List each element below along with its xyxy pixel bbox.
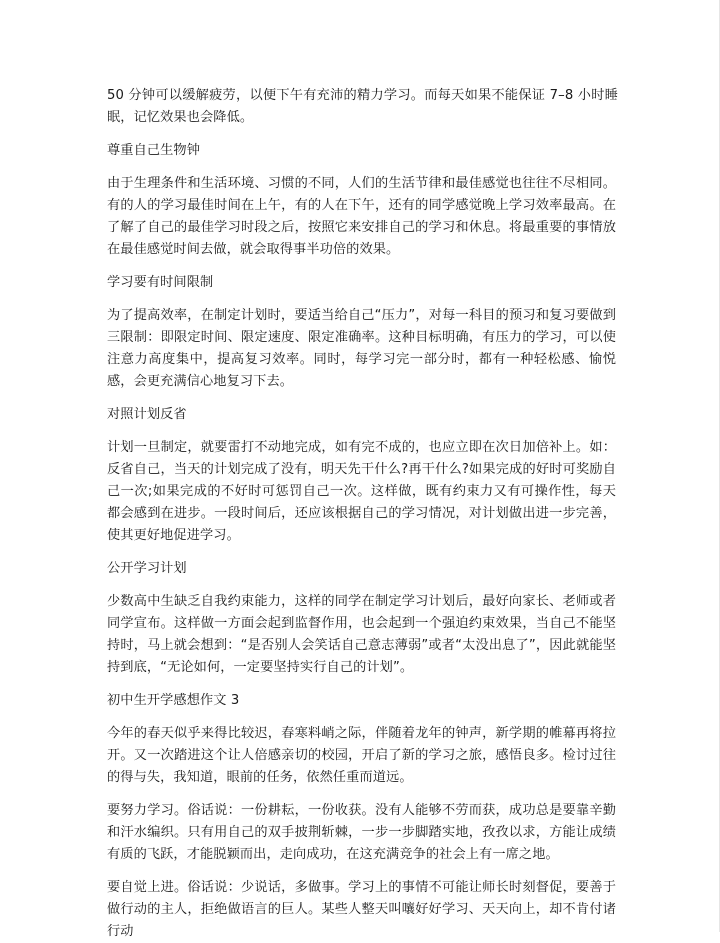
heading-biological-clock: 尊重自己生物钟 [107,143,201,158]
heading-public-plan: 公开学习计划 [107,561,187,576]
paragraph-spring-semester: 今年的春天似乎来得比较迟，春寒料峭之际，伴随着龙年的钟声，新学期的帷幕再将拉开。又一次踏进这个让人倍感亲切的校园，开启了新的学习之旅，感悟良多。检讨过往的得与失，我知道，眼前的任务，依然任重而道远。 [107,726,616,785]
paragraph-sleep: 50 分钟可以缓解疲劳，以便下午有充沛的精力学习。而每天如果不能保证 7–8 小时睡眠，记忆效果也会降低。 [107,88,618,125]
heading-reflection: 对照计划反省 [107,407,187,422]
paragraph-reflection: 计划一旦制定，就要雷打不动地完成，如有完不成的，也应立即在次日加倍补上。如：反省自己，当天的计划完成了没有，明天先干什么?再干什么?如果完成的好时可奖励自己一次;如果完成的不好时可惩罚自己一次。这样做，既有约束力又有可操作性，每天都会感到在进步。一段时间后，还应该根据自己的学习情况，对计划做出进一步完善，使其更好地促进学习。 [107,440,616,543]
paragraph-time-limit: 为了提高效率，在制定计划时，要适当给自己“压力”，对每一科目的预习和复习要做到三限制：即限定时间、限定速度、限定准确率。这种目标明确，有压力的学习，可以使注意力高度集中，提高复习效率。同时，每学习完一部分时，都有一种轻松感、愉悦感，会更充满信心地复习下去。 [107,308,616,389]
heading-time-limit: 学习要有时间限制 [107,275,214,290]
paragraph-study-hard: 要努力学习。俗话说：一份耕耘，一份收获。没有人能够不劳而获，成功总是要靠辛勤和汗水编织。只有用自己的双手披荆斩棘，一步一步脚踏实地，孜孜以求，方能让成绩有质的飞跃，才能脱颖而出，走向成功，在这充满竞争的社会上有一席之地。 [107,803,616,862]
paragraph-public-plan: 少数高中生缺乏自我约束能力，这样的同学在制定学习计划后，最好向家长、老师或者同学宣布。这样做一方面会起到监督作用，也会起到一个强迫约束效果，当自己不能坚持时，马上就会想到：“是否别人会笑话自己意志薄弱”或者“太没出息了”，因此就能坚持到底，“无论如何，一定要坚持实行自己的计划”。 [107,594,616,675]
paragraph-biological-clock: 由于生理条件和生活环境、习惯的不同，人们的生活节律和最佳感觉也往往不尽相同。有的人的学习最佳时间在上午，有的人在下午，还有的同学感觉晚上学习效率最高。在了解了自己的最佳学习时段之后，按照它来安排自己的学习和休息。将最重要的事情放在最佳感觉时间去做，就会取得事半功倍的效果。 [107,176,616,257]
paragraph-self-motivation: 要自觉上进。俗话说：少说话，多做事。学习上的事情不可能让师长时刻督促，要善于做行动的主人，拒绝做语言的巨人。某些人整天叫嚷好好学习、天天向上，却不肯付诸行动 [107,880,616,939]
heading-essay-3: 初中生开学感想作文 3 [107,693,240,708]
